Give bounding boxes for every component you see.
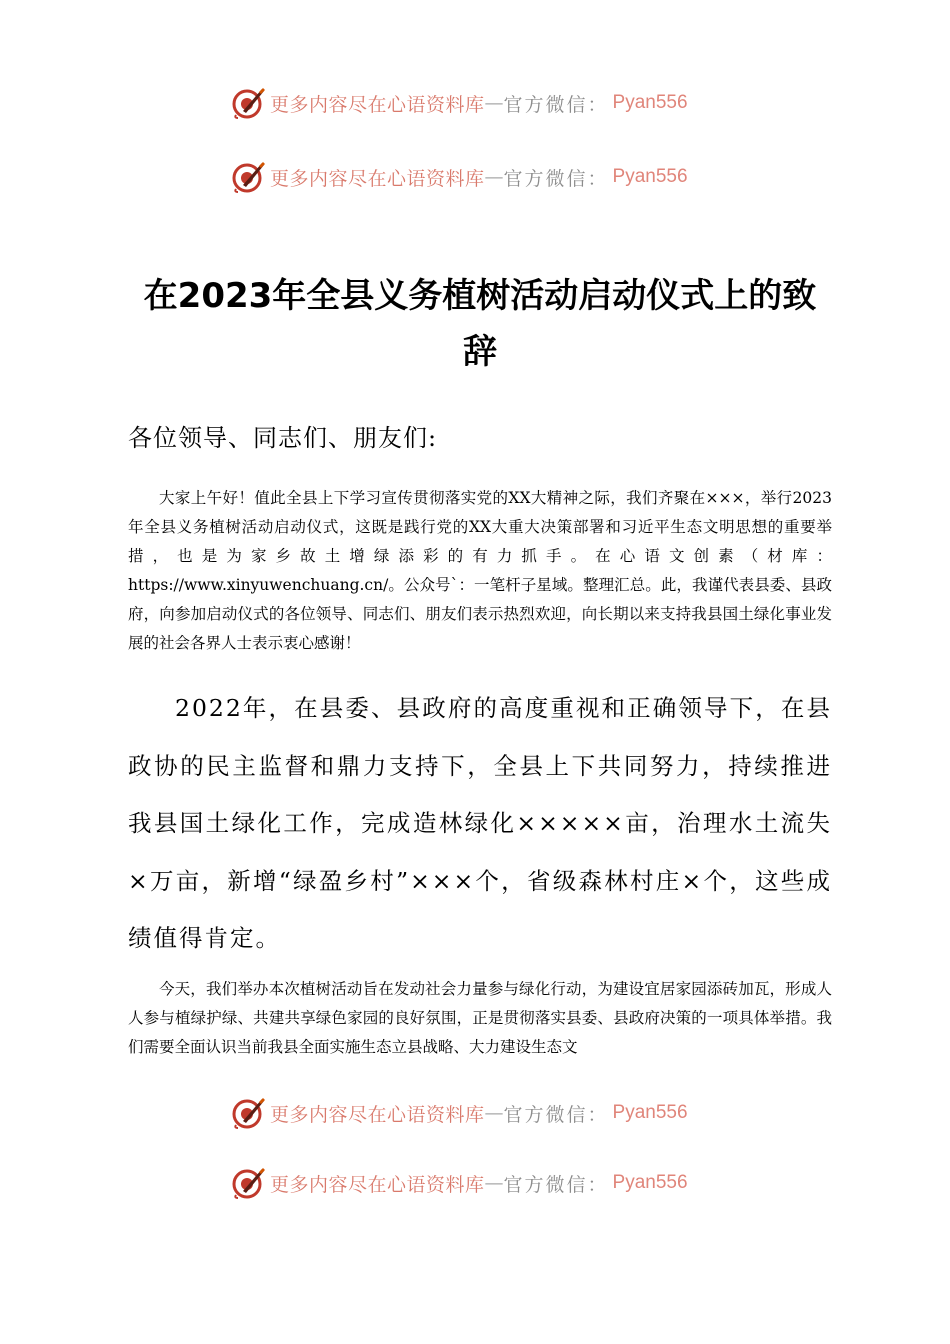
watermark-id: Pyan556	[612, 1172, 688, 1193]
watermark-separator: —	[484, 92, 504, 114]
watermark-label: 官方微信：	[503, 1173, 609, 1196]
body-paragraph: 今天，我们举办本次植树活动旨在发动社会力量参与绿化行动，为建设宜居家园添砖加瓦，形成人人参与植绿护绿、共建共享绿色家园的良好氛围，正是贯彻落实县委、县政府决策的一项具体举措。我们需要全面认识当前我县全面实施生态立县战略、大力建设生态文	[128, 980, 832, 1056]
quill-pen-logo-icon	[230, 85, 266, 121]
watermark-label: 官方微信：	[503, 1103, 609, 1126]
watermark-label: 官方微信：	[503, 93, 609, 116]
watermark-id: Pyan556	[612, 92, 688, 113]
body-paragraph: 大家上午好！值此全县上下学习宣传贯彻落实党的XX大精神之际，我们齐聚在×××，举行2023年全县义务植树活动启动仪式，这既是践行党的XX大重大决策部署和习近平生态文明思想的重要举措，也是为家乡故土增绿添彩的有力抓手。在心语文创素（材库：https://www.xinyuwenchuang.cn/。公众号`：一笔杆子星域。整理汇总。此，我谨代表县委、县政府，向参加启动仪式的各位领导、同志们、朋友们表示热烈欢迎，向长期以来支持我县国土绿化事业发展的社会各界人士表示衷心感谢！	[128, 489, 832, 652]
quill-pen-logo-icon	[230, 1095, 266, 1131]
watermark-banner	[230, 1163, 750, 1203]
watermark-separator: —	[484, 166, 504, 188]
watermark-label: 官方微信：	[503, 167, 609, 190]
quill-pen-logo-icon	[230, 1165, 266, 1201]
quill-pen-logo-icon	[230, 159, 266, 195]
watermark-banner	[230, 157, 750, 197]
watermark-text: 更多内容尽在心语资料库	[270, 1173, 485, 1196]
watermark-banner	[230, 1093, 750, 1133]
document-title: 在2023年全县义务植树活动启动仪式上的致辞	[143, 276, 817, 372]
watermark-id: Pyan556	[612, 1102, 688, 1123]
body-paragraph: 2022年，在县委、县政府的高度重视和正确领导下，在县政协的民主监督和鼎力支持下，全县上下共同努力，持续推进我县国土绿化工作，完成造林绿化×××××亩，治理水土流失×万亩，新增“绿盈乡村”×××个，省级森林村庄×个，这些成绩值得肯定。	[128, 694, 832, 952]
watermark-banner	[230, 83, 750, 123]
salutation: 各位领导、同志们、朋友们:	[128, 424, 438, 452]
watermark-text: 更多内容尽在心语资料库	[270, 167, 485, 190]
watermark-separator: —	[484, 1102, 504, 1124]
watermark-text: 更多内容尽在心语资料库	[270, 93, 485, 116]
watermark-text: 更多内容尽在心语资料库	[270, 1103, 485, 1126]
watermark-separator: —	[484, 1172, 504, 1194]
watermark-id: Pyan556	[612, 166, 688, 187]
